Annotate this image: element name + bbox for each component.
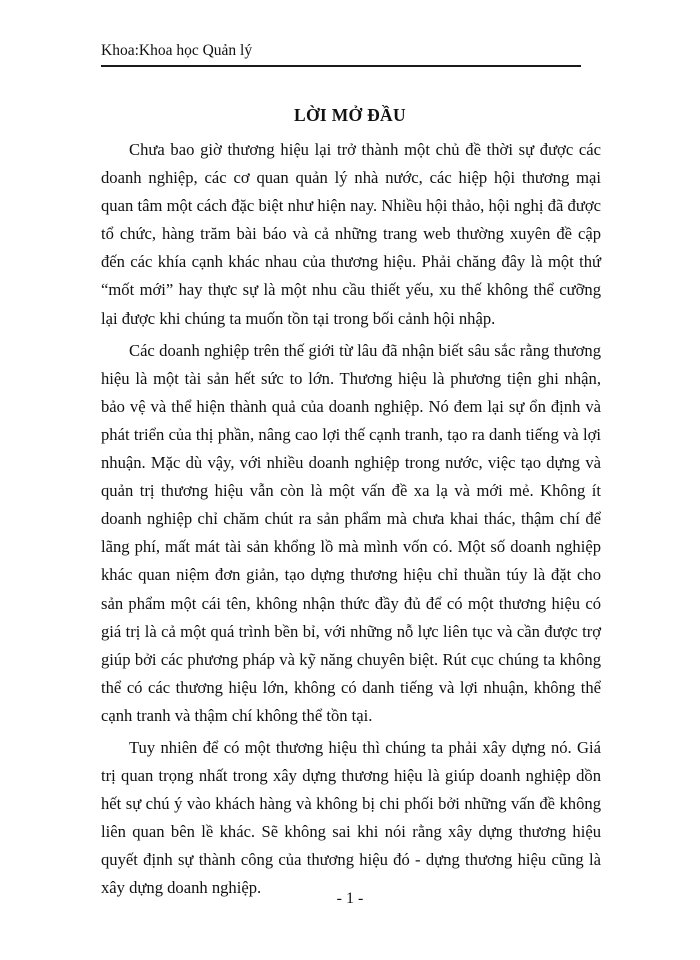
paragraph-3: Tuy nhiên để có một thương hiệu thì chúng ta phải xây dựng nó. Giá trị quan trọng nhất trong xây dựng thương hiệu là giúp doanh nghiệp dồn hết sự chú ý vào khách hàng và không bị chi phối bởi những vấn đề không liên quan bên lề khác. Sẽ không sai khi nói rằng xây dựng thương hiệu quyết định sự thành công của thương hiệu đó - dựng thương hiệu cũng là xây dựng doanh nghiệp.	[101, 737, 601, 898]
page-header: Khoa:Khoa học Quản lý	[101, 40, 581, 67]
page-number: - 1 -	[336, 890, 364, 907]
paragraph-1: Chưa bao giờ thương hiệu lại trở thành một chủ đề thời sự được các doanh nghiệp, các cơ quan quản lý nhà nước, các hiệp hội thương mại quan tâm một cách đặc biệt như hiện nay. Nhiều hội thảo, hội nghị đã được tổ chức, hàng trăm bài báo và cả những trang web thường xuyên đề cập đến các khía cạnh khác nhau của thương hiệu. Phải chăng đây là một thứ “mốt mới” hay thực sự là một nhu cầu thiết yếu, xu thế không thể cưỡng lại được khi chúng ta muốn tồn tại trong bối cảnh hội nhập.	[101, 140, 601, 328]
paragraph-2: Các doanh nghiệp trên thế giới từ lâu đã nhận biết sâu sắc rằng thương hiệu là một tài sản hết sức to lớn. Thương hiệu là phương tiện ghi nhận, bảo vệ và thể hiện thành quả của doanh nghiệp. Nó đem lại sự ổn định và phát triển của thị phần, nâng cao lợi thế cạnh tranh, tạo ra danh tiếng và lợi nhuận. Mặc dù vậy, với nhiều doanh nghiệp trong nước, việc tạo dựng và quản trị thương hiệu vẫn còn là một vấn đề xa lạ và mới mẻ. Không ít doanh nghiệp chỉ chăm chút ra sản phẩm mà chưa khai thác, thậm chí để lãng phí, mất mát tài sản khổng lồ mà mình vốn có. Một số doanh nghiệp khác quan niệm đơn giản, tạo dựng thương hiệu chỉ thuần túy là đặt cho sản phẩm một cái tên, không nhận thức đầy đủ để có một thương hiệu có giá trị là cả một quá trình bền bỉ, với những nỗ lực liên tục và cần được trợ giúp bởi các phương pháp và kỹ năng chuyên biệt. Rút cục chúng ta không thể có các thương hiệu lớn, không có danh tiếng và lợi nhuận, không thể cạnh tranh và thậm chí không thể tồn tại.	[101, 340, 601, 725]
page-title: LỜI MỞ ĐẦU	[294, 105, 406, 125]
body-text	[101, 136, 601, 907]
